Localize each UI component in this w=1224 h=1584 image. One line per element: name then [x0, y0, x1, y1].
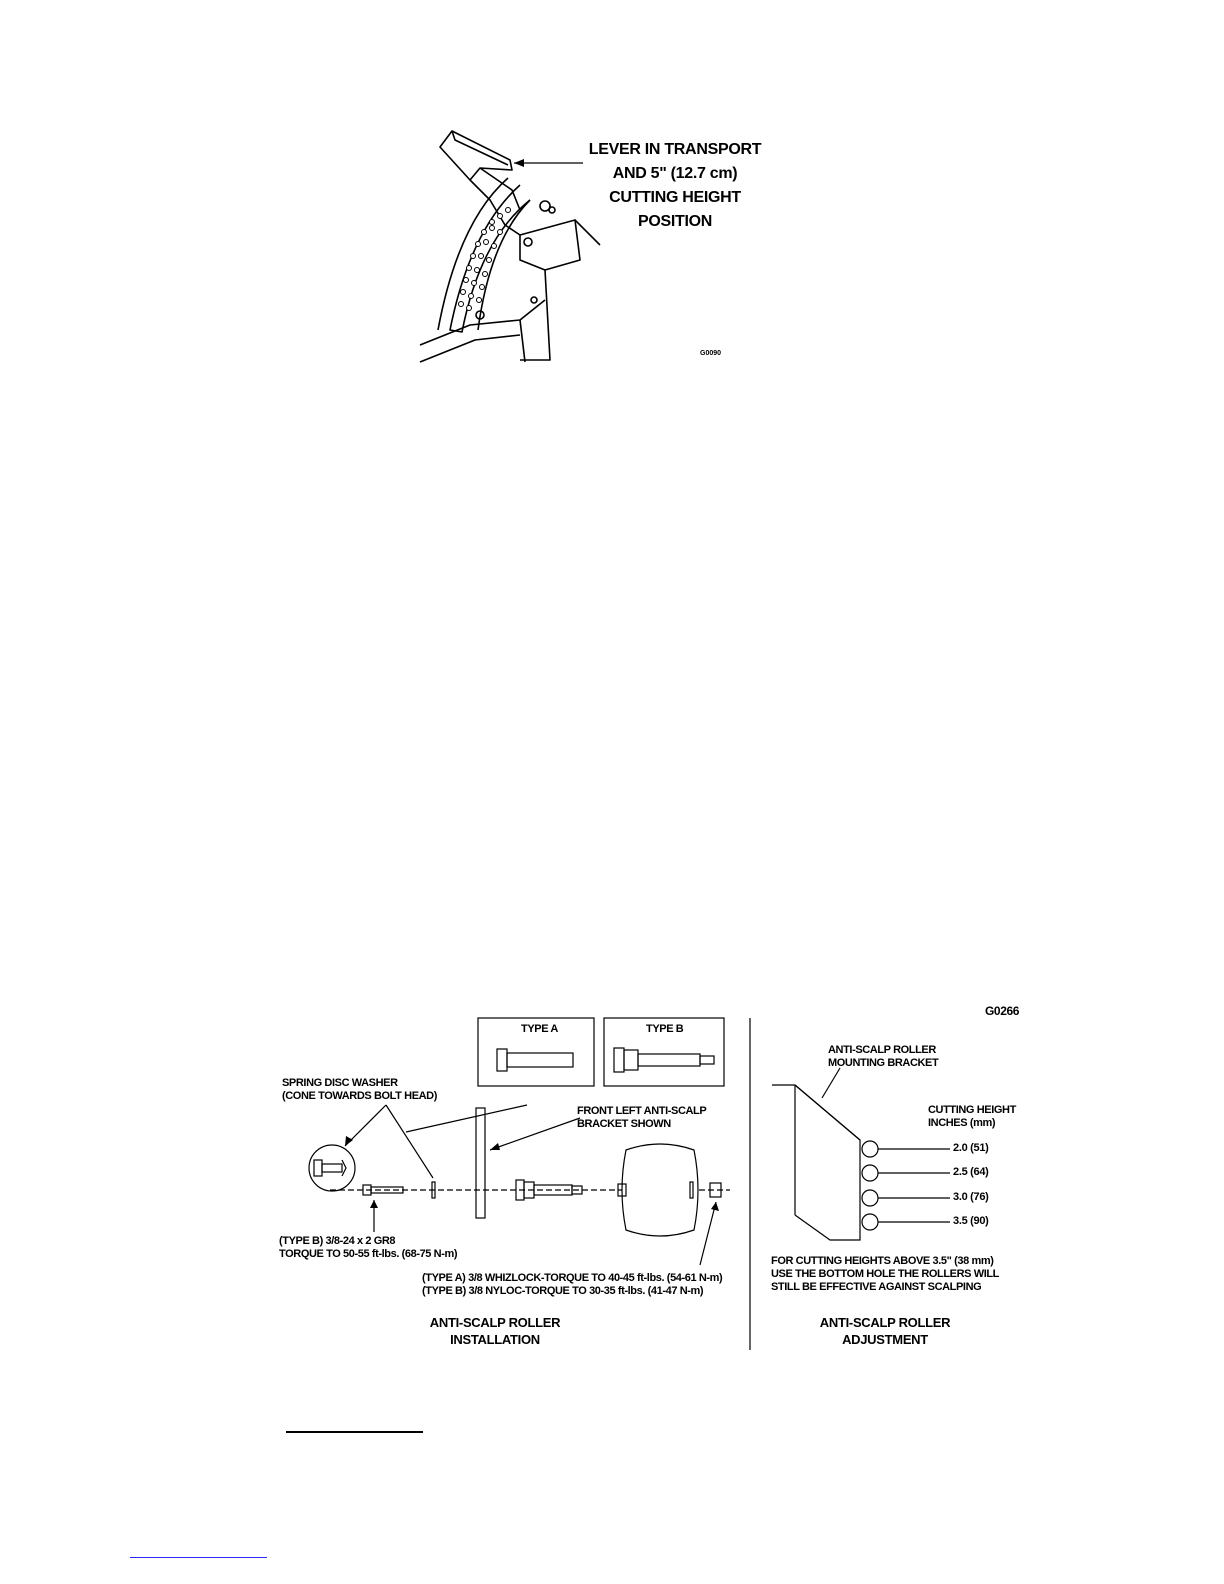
bolt-type-b-label [279, 1235, 457, 1261]
nut-torque-label [422, 1272, 722, 1298]
front-left-label [577, 1105, 706, 1131]
nut-line-2: (TYPE B) 3/8 NYLOC-TORQUE TO 30-35 ft-lbs. (41-47 N-m) [422, 1285, 704, 1297]
adjustment-caption-line-2: ADJUSTMENT [842, 1332, 928, 1347]
type-a-label: TYPE A [521, 1023, 558, 1035]
callout-line-4: POSITION [637, 213, 713, 230]
height-2-0: 2.0 (51) [953, 1142, 989, 1154]
note-line-1: FOR CUTTING HEIGHTS ABOVE 3.5" (38 mm) [771, 1255, 994, 1267]
height-3-0: 3.0 (76) [953, 1191, 989, 1203]
footer-link-rule [130, 1557, 267, 1558]
installation-caption [405, 1314, 585, 1348]
front-left-line-1: FRONT LEFT ANTI-SCALP [577, 1105, 707, 1117]
height-2-5: 2.5 (64) [953, 1166, 989, 1178]
adjustment-caption-line-1: ANTI-SCALP ROLLER [819, 1315, 951, 1330]
callout-line-2: AND 5" (12.7 cm) [612, 165, 738, 182]
mounting-bracket-label [828, 1044, 938, 1070]
bolt-line-1: (TYPE B) 3/8-24 x 2 GR8 [279, 1235, 396, 1247]
cutting-height-line-1: CUTTING HEIGHT [928, 1104, 1016, 1116]
front-left-line-2: BRACKET SHOWN [577, 1118, 671, 1130]
cutting-height-label [928, 1104, 1016, 1130]
spring-washer-line-2: (CONE TOWARDS BOLT HEAD) [282, 1090, 437, 1102]
callout-line-3: CUTTING HEIGHT [609, 189, 741, 206]
figure2-code: G0266 [985, 1004, 1020, 1018]
note-line-3: STILL BE EFFECTIVE AGAINST SCALPING [771, 1281, 982, 1293]
figure1-code: G0090 [700, 350, 722, 357]
installation-caption-line-1: ANTI-SCALP ROLLER [429, 1315, 561, 1330]
mounting-bracket-line-1: ANTI-SCALP ROLLER [828, 1044, 936, 1056]
bolt-line-2: TORQUE TO 50-55 ft-lbs. (68-75 N-m) [279, 1248, 458, 1260]
footnote-rule [286, 1431, 423, 1433]
callout-line-1: LEVER IN TRANSPORT [588, 141, 762, 158]
note-line-2: USE THE BOTTOM HOLE THE ROLLERS WILL [771, 1268, 1000, 1280]
cutting-height-line-2: INCHES (mm) [928, 1117, 996, 1129]
spring-washer-label [282, 1077, 437, 1103]
height-3-5: 3.5 (90) [953, 1215, 989, 1227]
adjustment-caption [795, 1314, 975, 1348]
spring-washer-line-1: SPRING DISC WASHER [282, 1077, 398, 1089]
cutting-height-note [771, 1255, 999, 1294]
installation-caption-line-2: INSTALLATION [450, 1332, 540, 1347]
nut-line-1: (TYPE A) 3/8 WHIZLOCK-TORQUE TO 40-45 ft-lbs. (54-61 N-m) [422, 1272, 723, 1284]
mounting-bracket-line-2: MOUNTING BRACKET [828, 1057, 939, 1069]
type-b-label: TYPE B [646, 1023, 684, 1035]
